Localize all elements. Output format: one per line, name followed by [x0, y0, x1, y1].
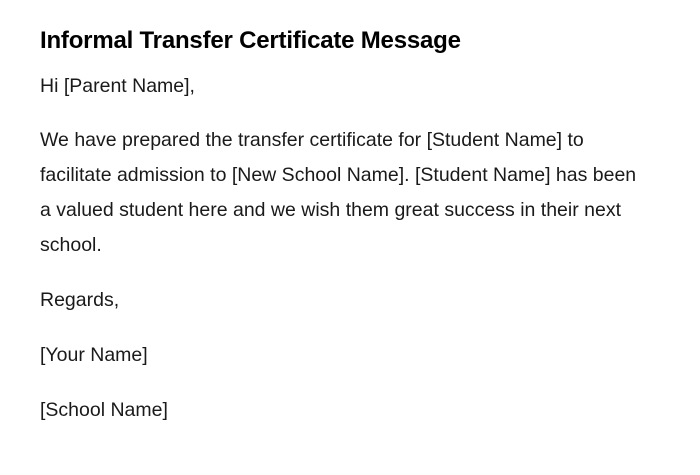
message-body: We have prepared the transfer certificate for [Student Name] to facilitate admission to [New School Name]. [Student Name] has been a valued student here and we wish them great success in their next school. — [40, 129, 637, 256]
sender-name: [Your Name] — [40, 344, 148, 366]
greeting-line: Hi [Parent Name], — [40, 75, 195, 97]
school-name: [School Name] — [40, 399, 168, 421]
closing-line: Regards, — [40, 289, 120, 311]
document-title: Informal Transfer Certificate Message — [40, 27, 461, 54]
